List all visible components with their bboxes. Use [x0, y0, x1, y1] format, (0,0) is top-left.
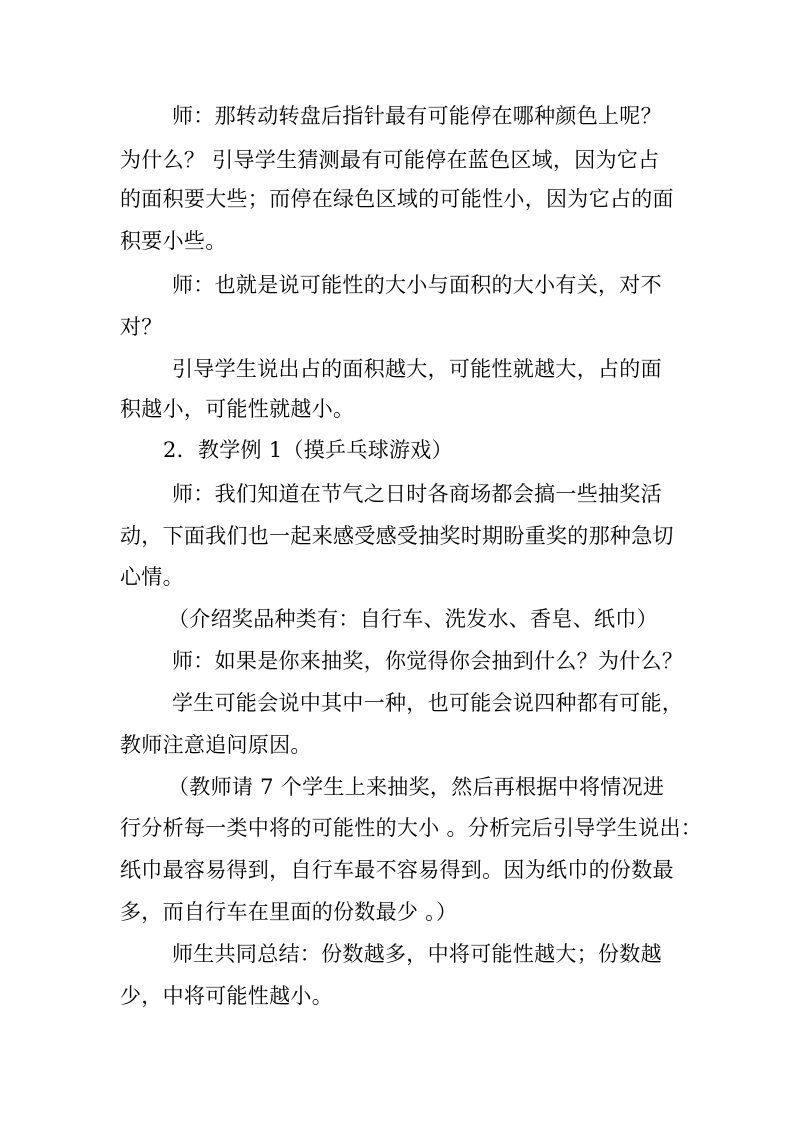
text-line-18: 行分析每一类中将的可能性的大小 。分析完后引导学生说出： — [120, 816, 703, 840]
text-line-16: 教师注意追问原因。 — [120, 733, 312, 757]
section-heading: 2．教学例 1（摸乒乓球游戏） — [163, 438, 453, 462]
text-line-7: 引导学生说出占的面积越大，可能性就越大，占的面 — [172, 357, 662, 381]
text-line-1: 师：那转动转盘后指针最有可能停在哪种颜色上呢？ — [172, 104, 662, 128]
text-line-4: 积要小些。 — [120, 229, 227, 253]
text-line-14: 师：如果是你来抽奖，你觉得你会抽到什么？为什么？ — [172, 649, 684, 673]
text-line-6: 对？ — [120, 315, 163, 339]
text-line-21: 师生共同总结：份数越多，中将可能性越大；份数越 — [172, 942, 662, 966]
text-line-11: 动，下面我们也一起来感受感受抽奖时期盼重奖的那种急切 — [120, 524, 674, 548]
text-line-12: 心情。 — [120, 565, 184, 589]
text-line-13: （介绍奖品种类有：自行车、洗发水、香皂、纸巾） — [168, 607, 658, 631]
text-line-10: 师：我们知道在节气之日时各商场都会搞一些抽奖活 — [172, 482, 662, 506]
text-line-3: 的面积要大些；而停在绿色区域的可能性小，因为它占的面 — [120, 187, 674, 211]
text-line-17: （教师请 7 个学生上来抽奖，然后再根据中将情况进 — [168, 775, 665, 799]
text-line-15: 学生可能会说中其中一种，也可能会说四种都有可能， — [172, 691, 684, 715]
text-line-20: 多，而自行车在里面的份数最少 。） — [120, 900, 458, 924]
text-line-5: 师：也就是说可能性的大小与面积的大小有关，对不 — [172, 273, 662, 297]
text-line-19: 纸巾最容易得到，自行车最不容易得到。因为纸巾的份数最 — [120, 858, 674, 882]
text-line-8: 积越小，可能性就越小。 — [120, 397, 355, 421]
text-line-2: 为什么？ 引导学生猜测最有可能停在蓝色区域，因为它占 — [120, 148, 660, 172]
text-line-22: 少，中将可能性越小。 — [120, 984, 333, 1008]
